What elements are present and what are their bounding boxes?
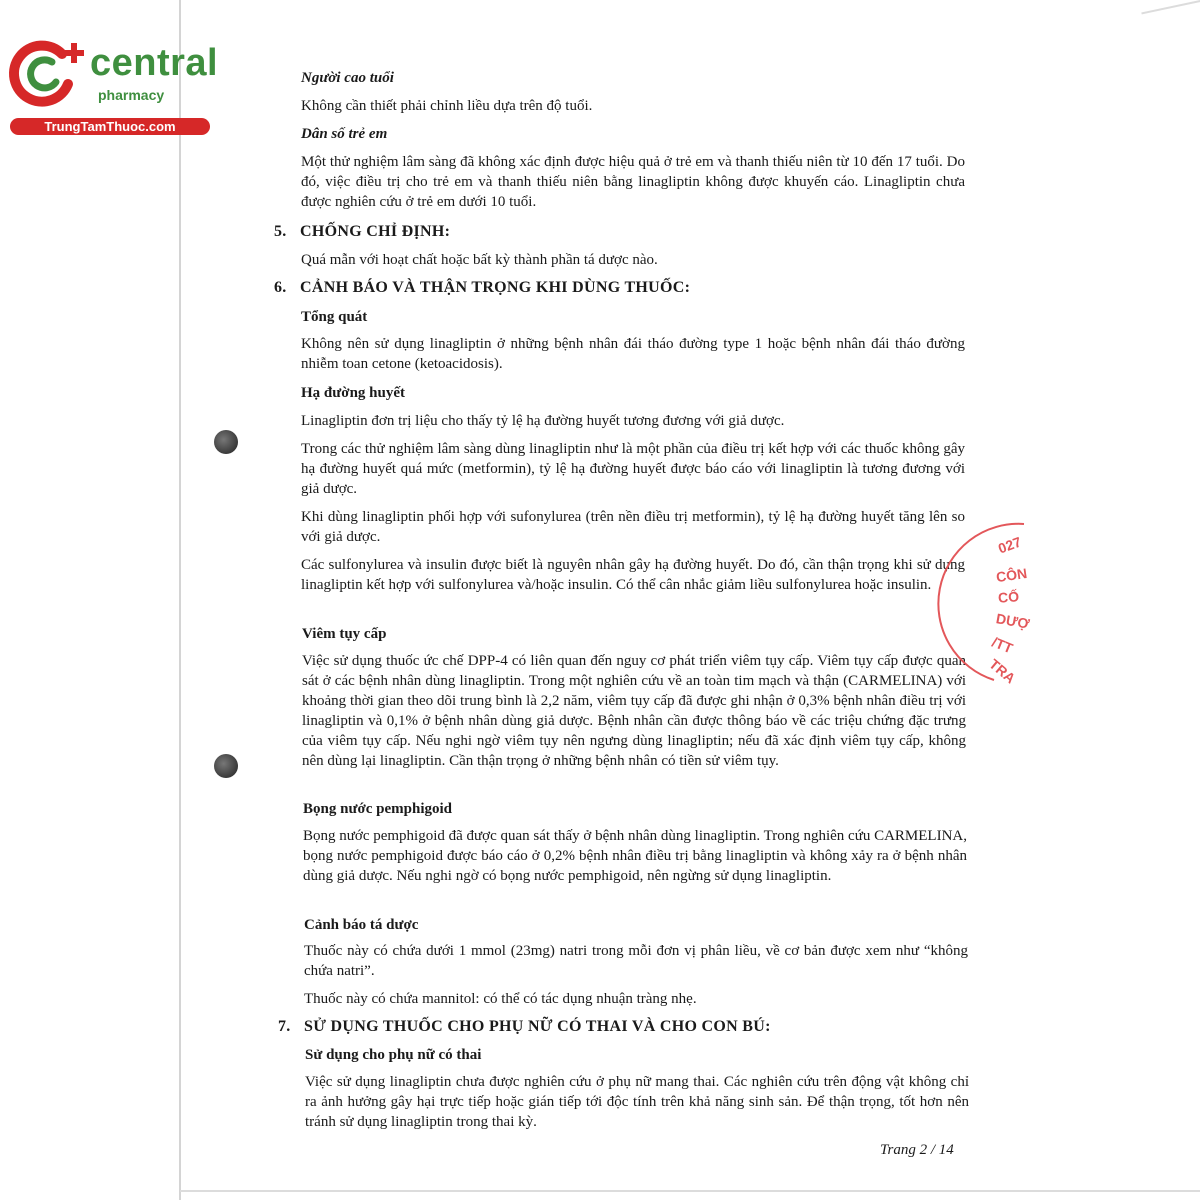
paper-bottom-edge [180,1190,1200,1192]
paper-corner-fold [1141,0,1200,14]
section-6-title: CẢNH BÁO VÀ THẬN TRỌNG KHI DÙNG THUỐC: [300,279,691,296]
paragraph-excipients-2: Thuốc này có chứa mannitol: có thể có tác dụng nhuận tràng nhẹ. [304,991,697,1007]
stamp-fragment-6: TRA [986,655,1019,687]
stamp-fragment-4: DƯỢ [994,610,1031,632]
heading-pediatric: Dân số trẻ em [301,126,388,142]
stamp-fragment-1: 027 [995,533,1024,557]
heading-pancreatitis: Viêm tụy cấp [302,626,387,642]
central-pharmacy-logo[interactable] [10,38,219,138]
paragraph-hypoglycemia-1: Linagliptin đơn trị liệu cho thấy tỷ lệ hạ đường huyết tương đương với giả dược. [301,413,785,429]
pharmacy-cross-logo-icon [10,38,85,108]
punch-hole-upper [214,430,238,454]
paper-left-edge [179,0,181,1200]
stamp-fragment-3: CỐ [997,588,1020,606]
section-5-number: 5. [274,223,287,240]
paragraph-pediatric: Một thử nghiệm lâm sàng đã không xác định được hiệu quả ở trẻ em và thanh thiếu niên từ 10 đến 17 tuổi. Do đó, việc điều trị cho trẻ em và thanh thiếu niên bằng linagliptin không được khuyến cáo. Linagliptin chưa được nghiên cứu ở trẻ em dưới 10 tuổi. [301,154,965,210]
section-7-title: SỬ DỤNG THUỐC CHO PHỤ NỮ CÓ THAI VÀ CHO CON BÚ: [304,1018,771,1035]
paragraph-general: Không nên sử dụng linagliptin ở những bệnh nhân đái tháo đường type 1 hoặc bệnh nhân đái tháo đường nhiễm toan cetone (ketoacidosis). [301,336,965,372]
paragraph-pancreatitis: Việc sử dụng thuốc ức chế DPP-4 có liên quan đến nguy cơ phát triển viêm tụy cấp. Viêm tụy cấp được quan sát ở các bệnh nhân dùng linagliptin. Trong một nghiên cứu về an toàn tim mạch và thận (CARMELINA) với khoảng thời gian theo dõi trung bình là 2,2 năm, viêm tụy cấp đã được ghi nhận ở 0,3% bệnh nhân điều trị với linagliptin và 0,1% ở bệnh nhân dùng giả dược. Bệnh nhân cần được thông báo về các triệu chứng đặc trưng của viêm tụy cấp. Nếu nghi ngờ viêm tụy nên ngưng dùng linagliptin; nếu đã xác định viêm tụy cấp, không nên dùng lại linagliptin. Cần thận trọng ở những bệnh nhân có tiền sử viêm tụy. [302,653,966,769]
paragraph-hypoglycemia-2: Trong các thử nghiệm lâm sàng dùng linagliptin như là một phần của điều trị kết hợp với các thuốc không gây hạ đường huyết quá mức (metformin), tỷ lệ hạ đường huyết được báo cáo với linagliptin là tương đương với giả dược. [301,441,965,497]
section-7-number: 7. [278,1018,291,1035]
logo-subtitle: pharmacy [98,87,165,103]
heading-pregnancy: Sử dụng cho phụ nữ có thai [305,1047,482,1063]
red-stamp [980,520,1031,690]
heading-hypoglycemia: Hạ đường huyết [301,385,405,401]
punch-hole-lower [214,754,238,778]
paragraph-pregnancy: Việc sử dụng linagliptin chưa được nghiên cứu ở phụ nữ mang thai. Các nghiên cứu trên động vật không chỉ ra ảnh hưởng gây hại trực tiếp hoặc gián tiếp tới độc tính trên khả năng sinh sản. Để thận trọng, tốt hơn nên tránh sử dụng linagliptin trong thai kỳ. [305,1074,969,1130]
section-5-title: CHỐNG CHỈ ĐỊNH: [300,223,451,240]
page-number: Trang 2 / 14 [880,1142,954,1158]
stamp-fragment-5: /TT [989,633,1016,657]
section-7-heading [278,1017,771,1037]
paragraph-hypoglycemia-3: Khi dùng linagliptin phối hợp với sufonylurea (trên nền điều trị metformin), tỷ lệ hạ đường huyết tăng lên so với giả dược. [301,509,965,545]
stamp-fragment-2: CÔN [995,564,1029,586]
paragraph-elderly: Không cần thiết phải chỉnh liều dựa trên độ tuổi. [301,98,593,114]
logo-brand-name: central [90,42,219,84]
paragraph-contraindications: Quá mẫn với hoạt chất hoặc bất kỳ thành phần tá dược nào. [301,252,658,268]
paragraph-pemphigoid: Bọng nước pemphigoid đã được quan sát thấy ở bệnh nhân dùng linagliptin. Trong nghiên cứu CARMELINA, bọng nước pemphigoid được báo cáo ở 0,2% bệnh nhân điều trị bằng linagliptin và không xảy ra ở bệnh nhân dùng giả dược. Nếu nghi ngờ có bọng nước pemphigoid, nên ngừng sử dụng linagliptin. [303,828,967,884]
section-6-number: 6. [274,279,287,296]
section-5-heading [274,222,450,242]
heading-excipients: Cảnh báo tá dược [304,917,419,933]
heading-general: Tổng quát [301,309,368,325]
paragraph-hypoglycemia-4: Các sulfonylurea và insulin được biết là nguyên nhân gây hạ đường huyết. Do đó, cần thận trọng khi sử dụng linagliptin kết hợp với sulfonylurea và/hoặc insulin. Có thể cân nhắc giảm liều sulfonylurea hoặc insulin. [301,557,965,593]
logo-website-url[interactable]: TrungTamThuoc.com [10,118,210,135]
heading-elderly: Người cao tuổi [301,70,394,86]
heading-pemphigoid: Bọng nước pemphigoid [303,801,453,817]
section-6-heading [274,278,690,298]
paragraph-excipients-1: Thuốc này có chứa dưới 1 mmol (23mg) natri trong mỗi đơn vị phân liều, về cơ bản được xem như “không chứa natri”. [304,943,968,979]
stamp-ring-icon [980,520,1025,690]
